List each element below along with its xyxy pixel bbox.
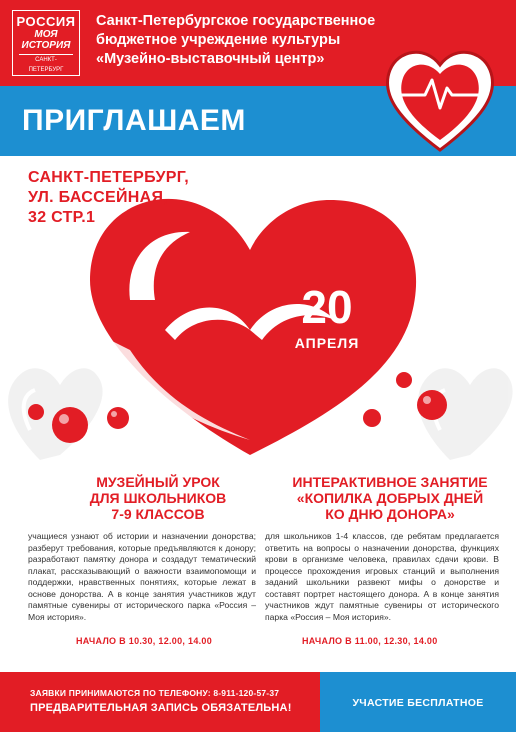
event-2-title bbox=[260, 474, 516, 522]
event-month: АПРЕЛЯ bbox=[294, 335, 360, 351]
event-1-title bbox=[58, 474, 258, 522]
event-2-times: НАЧАЛО В 11.00, 12.30, 14.00 bbox=[302, 636, 438, 646]
address-line: САНКТ-ПЕТЕРБУРГ, bbox=[28, 169, 190, 186]
event-1-times: НАЧАЛО В 10.30, 12.00, 14.00 bbox=[76, 636, 213, 646]
org-line: «Музейно-выставочный центр» bbox=[96, 51, 325, 67]
banner-title: ПРИГЛАШАЕМ bbox=[22, 104, 246, 137]
org-line: Санкт-Петербургское государственное bbox=[96, 13, 376, 29]
registration-phone: ЗАЯВКИ ПРИНИМАЮТСЯ ПО ТЕЛЕФОНУ: 8-911-120-57-37 bbox=[30, 688, 280, 698]
title-line: 7-9 КЛАССОВ bbox=[111, 506, 205, 522]
title-line: «КОПИЛКА ДОБРЫХ ДНЕЙ bbox=[296, 490, 484, 506]
event-address bbox=[28, 168, 189, 228]
title-line: ИНТЕРАКТИВНОЕ ЗАНЯТИЕ bbox=[292, 474, 488, 490]
address-line: 32 СТР.1 bbox=[28, 209, 96, 226]
registration-required: ПРЕДВАРИТЕЛЬНАЯ ЗАПИСЬ ОБЯЗАТЕЛЬНА! bbox=[30, 702, 292, 714]
address-line: УЛ. БАССЕЙНАЯ, bbox=[28, 189, 169, 206]
title-line: КО ДНЮ ДОНОРА» bbox=[325, 506, 455, 522]
logo-line-1: РОССИЯ bbox=[16, 14, 76, 29]
logo-line-2: МОЯ ИСТОРИЯ bbox=[21, 29, 71, 51]
event-1-description: учащиеся узнают об истории и назначении донорства; разберут требования, которые предъявляются к донору; разработают памятку донора и создадут тематический плакат, рассказывающий о важности взаимопомощи и поддержки, нравственных понятиях, которые лежат в основе донорства. А в конце занятия участников ждут памятные сувениры от исторического парка «Россия – Моя история». bbox=[28, 531, 256, 622]
free-participation: УЧАСТИЕ БЕСПЛАТНОЕ bbox=[352, 697, 484, 709]
title-line: МУЗЕЙНЫЙ УРОК bbox=[96, 474, 220, 490]
org-line: бюджетное учреждение культуры bbox=[96, 32, 341, 48]
event-2-description: для школьников 1-4 классов, где ребятам предлагается ответить на вопросы о назначении донорства, функциях крови в организме человека, правилах сдачи крови. В процессе прохождения игровых станций и выполнения заданий школьники развеют мифы о донорстве и составят портрет настоящего донора. А в конце занятия участников ждут памятные сувениры от исторического парка «Россия – Моя история». bbox=[265, 531, 499, 622]
logo-line-3: САНКТ-ПЕТЕРБУРГ bbox=[19, 54, 73, 75]
event-day: 20 bbox=[301, 281, 353, 333]
heart-pulse-icon bbox=[387, 52, 492, 150]
title-line: ДЛЯ ШКОЛЬНИКОВ bbox=[89, 490, 227, 506]
